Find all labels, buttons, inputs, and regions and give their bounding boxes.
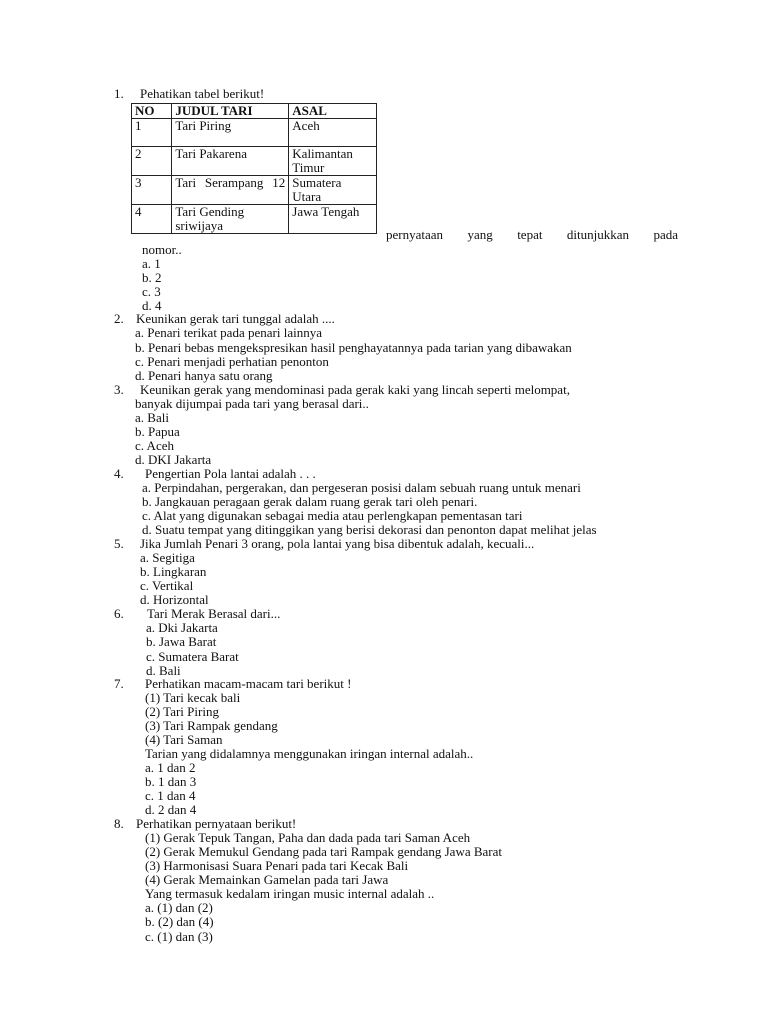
- answer-option: c. Vertikal: [140, 578, 194, 593]
- list-item: (4) Gerak Memainkan Gamelan pada tari Jawa: [145, 872, 389, 887]
- answer-option: b. Jangkauan peragaan gerak dalam ruang gerak tari oleh penari.: [142, 494, 478, 509]
- table-cell: Aceh: [289, 119, 377, 147]
- answer-option: c. 1 dan 4: [145, 788, 196, 803]
- answer-option: d. DKI Jakarta: [135, 452, 212, 467]
- question-number: 5.: [114, 536, 124, 551]
- question-4: [114, 467, 316, 481]
- question-number: 7.: [114, 676, 124, 691]
- table-cell: Tari Serampang 12: [172, 176, 289, 205]
- question-number: 2.: [114, 311, 124, 326]
- answer-option: c. (1) dan (3): [145, 929, 213, 944]
- question-1: [114, 87, 264, 101]
- question-prompt: Tarian yang didalamnya menggunakan iringan internal adalah..: [145, 746, 474, 761]
- question-text: Keunikan gerak tari tunggal adalah ....: [136, 311, 335, 326]
- table-cell: Tari Piring: [172, 119, 289, 147]
- answer-option: b. Papua: [135, 424, 180, 439]
- question-number: 1.: [114, 86, 124, 101]
- answer-option: d. 4: [142, 298, 162, 313]
- answer-option: d. 2 dan 4: [145, 802, 197, 817]
- list-item: (1) Tari kecak bali: [145, 690, 241, 705]
- question-text: Keunikan gerak yang mendominasi pada gerak kaki yang lincah seperti melompat,: [140, 382, 570, 397]
- question-2: [114, 312, 335, 326]
- answer-option: d. Bali: [146, 663, 181, 678]
- answer-option: c. 3: [142, 284, 161, 299]
- list-item: (1) Gerak Tepuk Tangan, Paha dan dada pada tari Saman Aceh: [145, 830, 471, 845]
- question-6: [114, 607, 280, 621]
- answer-option: a. Dki Jakarta: [146, 620, 218, 635]
- answer-option: b. 2: [142, 270, 162, 285]
- answer-option: a. Bali: [135, 410, 169, 425]
- answer-option: a. Perpindahan, pergerakan, dan pergeseran posisi dalam sebuah ruang untuk menari: [142, 480, 581, 495]
- table-header: JUDUL TARI: [172, 104, 289, 119]
- question-number: 6.: [114, 606, 124, 621]
- list-item: (2) Gerak Memukul Gendang pada tari Rampak gendang Jawa Barat: [145, 844, 503, 859]
- question-number: 4.: [114, 466, 124, 481]
- table-header: ASAL: [289, 104, 377, 119]
- answer-option: c. Aceh: [135, 438, 174, 453]
- answer-option: c. Alat yang digunakan sebagai media atau perlengkapan pementasan tari: [142, 508, 523, 523]
- table-row: [132, 119, 377, 147]
- question-5: [114, 537, 534, 551]
- question-number: 3.: [114, 382, 124, 397]
- question-text: Perhatikan macam-macam tari berikut !: [145, 676, 352, 691]
- question-number: 8.: [114, 816, 124, 831]
- table-cell: 3: [132, 176, 172, 205]
- question-text: Jika Jumlah Penari 3 orang, pola lantai yang bisa dibentuk adalah, kecuali...: [140, 536, 535, 551]
- answer-option: d. Penari hanya satu orang: [135, 368, 273, 383]
- answer-option: a. 1: [142, 256, 161, 271]
- question-text: Perhatikan pernyataan berikut!: [136, 816, 297, 831]
- answer-option: d. Horizontal: [140, 592, 209, 607]
- table-row: [132, 176, 377, 205]
- answer-option: b. Jawa Barat: [146, 634, 217, 649]
- answer-option: c. Penari menjadi perhatian penonton: [135, 354, 329, 369]
- answer-option: c. Sumatera Barat: [146, 649, 239, 664]
- table-cell: Tari Gending sriwijaya: [172, 205, 289, 234]
- table-cell: 1: [132, 119, 172, 147]
- list-item: (3) Harmonisasi Suara Penari pada tari Kecak Bali: [145, 858, 409, 873]
- question-text: Pengertian Pola lantai adalah . . .: [145, 466, 316, 481]
- question-continuation: nomor..: [142, 242, 182, 257]
- table-header-row: [132, 104, 377, 119]
- question-8: [114, 817, 296, 831]
- question-continuation: pernyataan yang tepat ditunjukkan pada: [386, 227, 678, 242]
- answer-option: a. Segitiga: [140, 550, 195, 565]
- table-header: NO: [132, 104, 172, 119]
- dance-table: [131, 103, 377, 234]
- table-row: [132, 147, 377, 176]
- table-cell: Jawa Tengah: [289, 205, 377, 234]
- question-text-line2: banyak dijumpai pada tari yang berasal dari..: [135, 396, 369, 411]
- question-text: Pehatikan tabel berikut!: [140, 86, 265, 101]
- table-cell: Sumatera Utara: [289, 176, 377, 205]
- list-item: (4) Tari Saman: [145, 732, 223, 747]
- answer-option: a. 1 dan 2: [145, 760, 196, 775]
- table-row: [132, 205, 377, 234]
- list-item: (3) Tari Rampak gendang: [145, 718, 278, 733]
- table-cell: Kalimantan Timur: [289, 147, 377, 176]
- question-3: [114, 383, 570, 397]
- answer-option: d. Suatu tempat yang ditinggikan yang berisi dekorasi dan penonton dapat melihat jelas: [142, 522, 597, 537]
- list-item: (2) Tari Piring: [145, 704, 219, 719]
- answer-option: a. (1) dan (2): [145, 900, 213, 915]
- question-prompt: Yang termasuk kedalam iringan music internal adalah ..: [145, 886, 435, 901]
- answer-option: b. Penari bebas mengekspresikan hasil penghayatannya pada tarian yang dibawakan: [135, 340, 572, 355]
- table-cell: 2: [132, 147, 172, 176]
- question-7: [114, 677, 351, 691]
- answer-option: b. 1 dan 3: [145, 774, 197, 789]
- table-cell: 4: [132, 205, 172, 234]
- question-text: Tari Merak Berasal dari...: [147, 606, 281, 621]
- table-cell: Tari Pakarena: [172, 147, 289, 176]
- answer-option: b. (2) dan (4): [145, 914, 214, 929]
- answer-option: b. Lingkaran: [140, 564, 207, 579]
- answer-option: a. Penari terikat pada penari lainnya: [135, 325, 322, 340]
